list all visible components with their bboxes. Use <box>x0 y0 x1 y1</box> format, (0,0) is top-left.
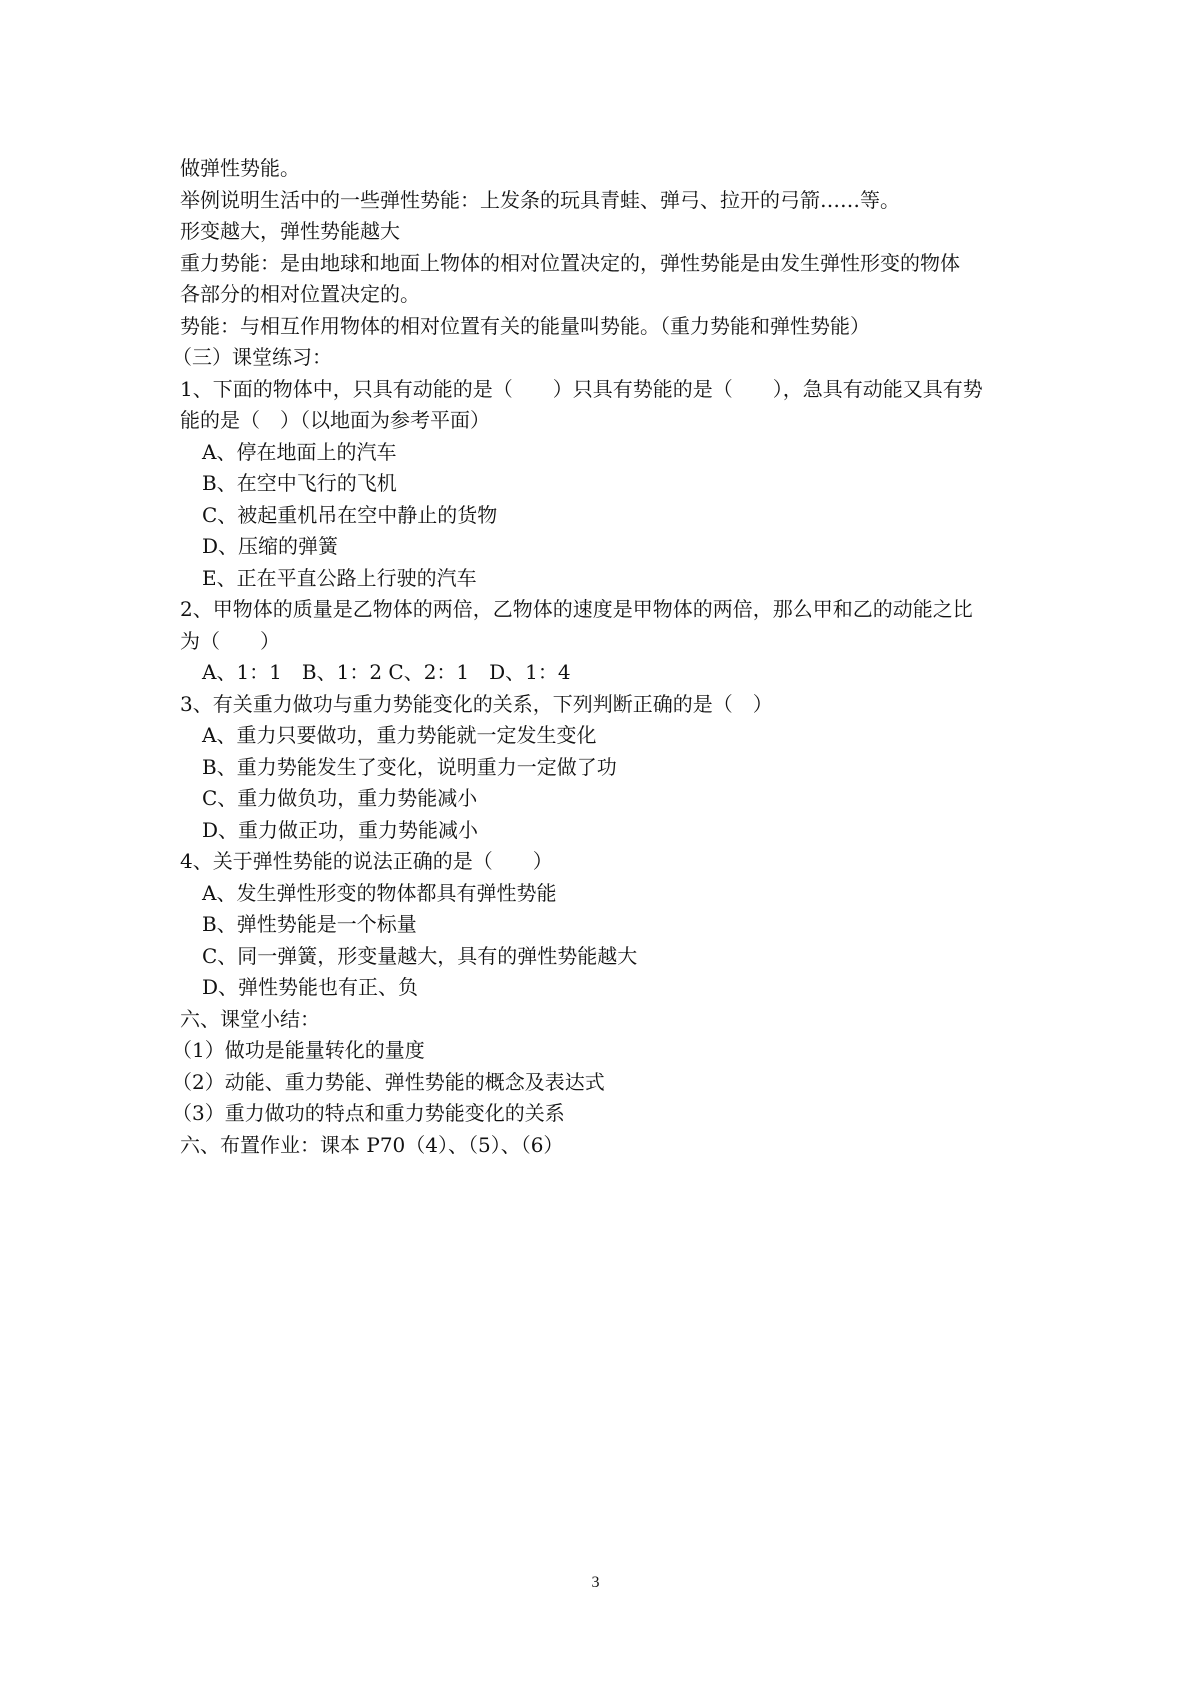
question-4-option-b: B、弹性势能是一个标量 <box>202 912 417 936</box>
question-1-option-a: A、停在地面上的汽车 <box>202 439 397 464</box>
summary-item-1: （1）做功是能量转化的量度 <box>172 1038 425 1062</box>
section-heading-summary: 六、课堂小结： <box>180 1006 320 1031</box>
text-line: 势能：与相互作用物体的相对位置有关的能量叫势能。（重力势能和弹性势能） <box>180 313 870 338</box>
question-2-options: A、1：1 B、1：2 C、2：1 D、1：4 <box>202 660 571 684</box>
text-line: 做弹性势能。 <box>180 156 300 180</box>
question-1-option-d: D、压缩的弹簧 <box>202 534 339 558</box>
question-4-option-a: A、发生弹性形变的物体都具有弹性势能 <box>202 880 557 905</box>
question-3-option-d: D、重力做正功，重力势能减小 <box>202 817 479 842</box>
question-4-option-d: D、弹性势能也有正、负 <box>202 975 419 999</box>
document-body <box>172 153 1020 1161</box>
summary-item-2: （2）动能、重力势能、弹性势能的概念及表达式 <box>172 1069 605 1094</box>
text-line: 举例说明生活中的一些弹性势能：上发条的玩具青蛙、弹弓、拉开的弓箭……等。 <box>180 187 900 212</box>
question-3-option-b: B、重力势能发生了变化，说明重力一定做了功 <box>202 754 617 779</box>
question-2-text-cont: 为（ ） <box>180 628 280 653</box>
text-line: 各部分的相对位置决定的。 <box>180 282 420 306</box>
question-1-option-c: C、被起重机吊在空中静止的货物 <box>202 502 498 527</box>
summary-item-3: （3）重力做功的特点和重力势能变化的关系 <box>172 1101 565 1125</box>
question-4-option-c: C、同一弹簧，形变量越大，具有的弹性势能越大 <box>202 943 638 968</box>
question-1-option-b: B、在空中飞行的飞机 <box>202 471 397 495</box>
question-1-text-cont: 能的是（ ）（以地面为参考平面） <box>180 408 490 432</box>
question-2-text: 2、甲物体的质量是乙物体的两倍，乙物体的速度是甲物体的两倍，那么甲和乙的动能之比 <box>180 597 973 621</box>
page-number: 3 <box>591 1574 600 1591</box>
question-3-option-c: C、重力做负功，重力势能减小 <box>202 786 478 810</box>
homework-line: 六、布置作业：课本 P70（4）、（5）、（6） <box>180 1132 564 1157</box>
question-3-option-a: A、重力只要做功，重力势能就一定发生变化 <box>202 723 597 747</box>
question-1-text: 1、下面的物体中，只具有动能的是（ ）只具有势能的是（ ），急具有动能又具有势 <box>180 376 983 401</box>
question-1-option-e: E、正在平直公路上行驶的汽车 <box>202 565 477 590</box>
question-4-text: 4、关于弹性势能的说法正确的是（ ） <box>180 849 553 873</box>
section-heading-practice: （三）课堂练习： <box>172 345 332 369</box>
question-3-text: 3、有关重力做功与重力势能变化的关系，下列判断正确的是（ ） <box>180 691 773 716</box>
text-line: 重力势能：是由地球和地面上物体的相对位置决定的，弹性势能是由发生弹性形变的物体 <box>180 250 960 275</box>
text-line: 形变越大，弹性势能越大 <box>180 219 400 243</box>
